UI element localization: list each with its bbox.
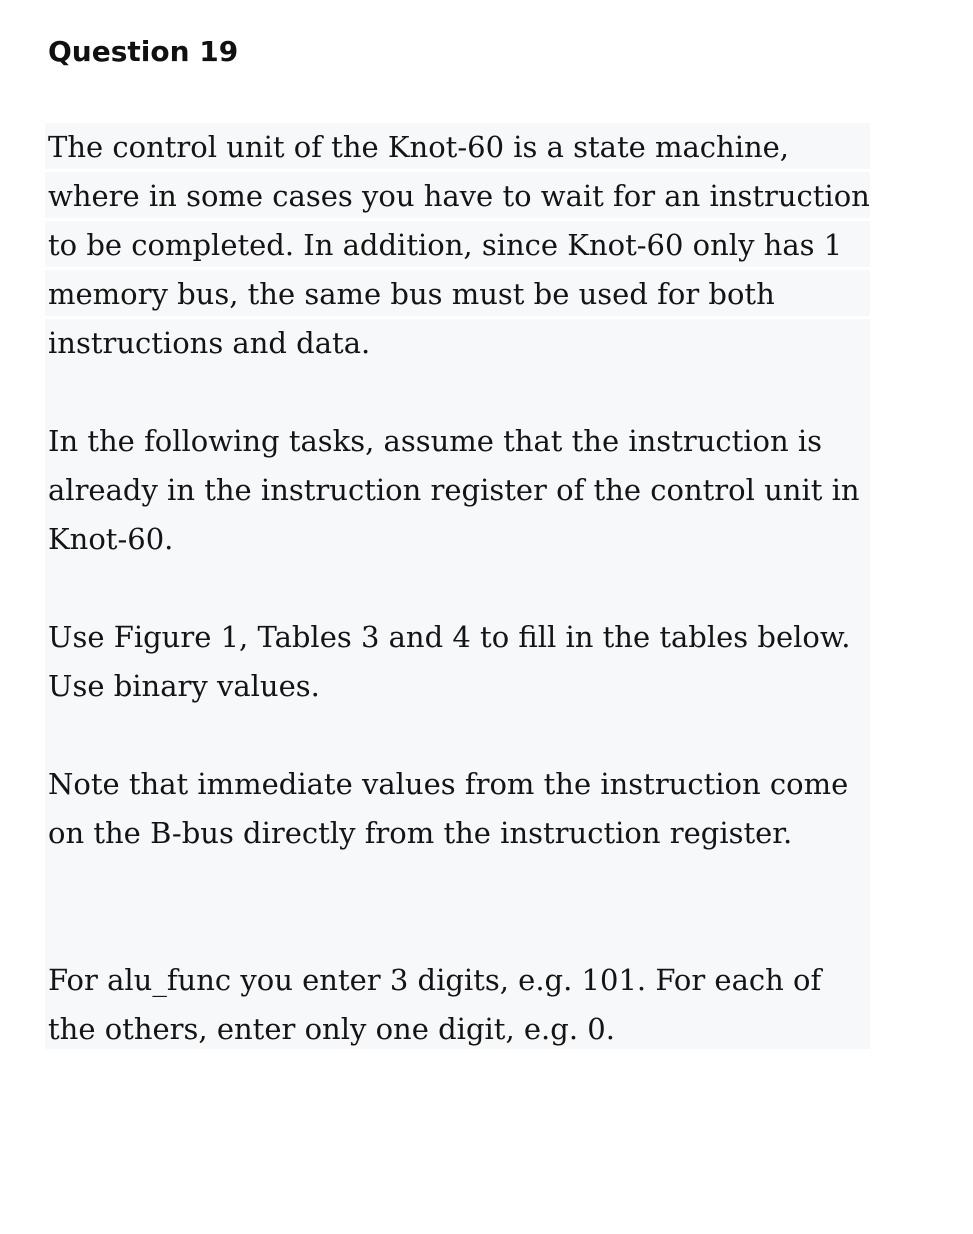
assumption-paragraph: In the following tasks, assume that the instruction is already in the instruction register of the control unit in Knot-60.	[48, 424, 860, 556]
note-paragraph: Note that immediate values from the instruction come on the B-bus directly from the instruction register.	[48, 767, 849, 850]
question-title: Question 19	[48, 35, 239, 68]
instruction-paragraph: Use Figure 1, Tables 3 and 4 to fill in the tables below. Use binary values.	[48, 620, 851, 703]
question-text-block	[45, 123, 870, 1049]
format-paragraph: For alu_func you enter 3 digits, e.g. 101. For each of the others, enter only one digit, e.g. 0.	[48, 963, 822, 1046]
intro-paragraph: The control unit of the Knot-60 is a state machine, where in some cases you have to wait for an instruction to be completed. In addition, since Knot-60 only has 1 memory bus, the same bus must be used for both instructions and data.	[48, 130, 870, 360]
